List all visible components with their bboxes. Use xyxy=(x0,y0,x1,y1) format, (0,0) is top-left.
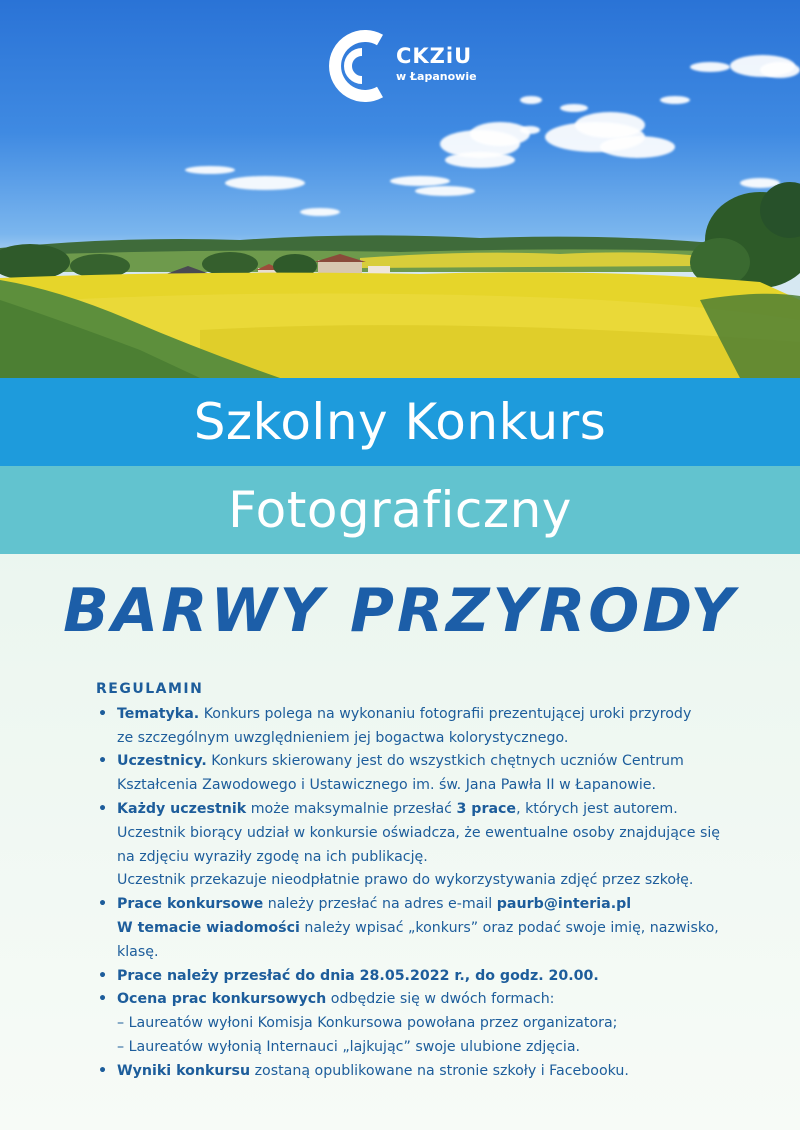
rule-item xyxy=(96,988,756,1059)
rule-bold: Tematyka. xyxy=(117,705,200,722)
rule-bold: Wyniki konkursu xyxy=(117,1062,251,1079)
rule-bold: W temacie wiadomości xyxy=(117,919,300,936)
hero-photo xyxy=(0,0,800,378)
rule-text: – Laureatów wyłoni Komisja Konkursowa powołana przez organizatora; xyxy=(117,1015,618,1032)
bullet-icon: • xyxy=(98,705,108,722)
rule-text: na zdjęciu wyraziły zgodę na ich publikację. xyxy=(117,848,428,865)
rule-item xyxy=(96,965,756,989)
rule-text: , których jest autorem. xyxy=(516,800,678,817)
bullet-icon: • xyxy=(98,896,108,913)
rule-text: Uczestnik biorący udział w konkursie oświadcza, że ewentualne osoby znajdujące się xyxy=(117,824,721,841)
rule-text: należy przesłać na adres e-mail xyxy=(263,896,497,913)
rule-item xyxy=(96,893,756,964)
contest-title: BARWY PRZYRODY xyxy=(63,576,737,646)
banner-band-top xyxy=(0,378,800,466)
rules-heading: REGULAMIN xyxy=(96,681,204,697)
rule-text: może maksymalnie przesłać xyxy=(246,800,457,817)
rule-text: odbędzie się w dwóch formach: xyxy=(326,991,555,1008)
bullet-icon: • xyxy=(98,1062,108,1079)
rule-item xyxy=(96,750,756,798)
rule-bold: Każdy uczestnik xyxy=(117,800,247,817)
rule-text: Kształcenia Zawodowego i Ustawicznego im. św. Jana Pawła II w Łapanowie. xyxy=(117,777,657,794)
rule-text: – Laureatów wyłonią Internauci „lajkując” swoje ulubione zdjęcia. xyxy=(117,1038,581,1055)
rule-bold: Ocena prac konkursowych xyxy=(117,991,327,1008)
tree xyxy=(202,252,258,276)
banner-line-2: Fotograficzny xyxy=(228,481,572,539)
bullet-icon: • xyxy=(98,800,108,817)
rule-text: ze szczególnym uwzględnieniem jej bogactwa kolorystycznego. xyxy=(117,729,569,746)
rule-text: klasę. xyxy=(117,943,159,960)
rule-item xyxy=(96,798,756,893)
rule-bold: Prace konkursowe xyxy=(117,896,264,913)
bullet-icon: • xyxy=(98,967,108,984)
logo-name: CKZiU xyxy=(396,44,473,68)
rule-text: Konkurs polega na wykonaniu fotografii prezentującej uroki przyrody xyxy=(199,705,692,722)
banner-band-bottom xyxy=(0,466,800,554)
bullet-icon: • xyxy=(98,991,108,1008)
rule-text: Uczestnik przekazuje nieodpłatnie prawo do wykorzystywania zdjęć przez szkołę. xyxy=(117,872,694,889)
contact-email: paurb@interia.pl xyxy=(496,896,632,913)
logo-c-icon xyxy=(328,28,392,104)
rule-text: zostaną opublikowane na stronie szkoły i Facebooku. xyxy=(250,1062,629,1079)
rule-bold: Uczestnicy. xyxy=(117,753,207,770)
rule-text: należy wpisać „konkurs” oraz podać swoje imię, nazwisko, xyxy=(299,919,719,936)
rule-text: Konkurs skierowany jest do wszystkich chętnych uczniów Centrum xyxy=(206,753,684,770)
rule-item xyxy=(96,703,756,751)
deadline-text: Prace należy przesłać do dnia 28.05.2022 r., do godz. 20.00. xyxy=(117,967,599,984)
rule-item xyxy=(96,1060,756,1084)
rules-section xyxy=(96,678,756,1084)
rule-bold: 3 prace xyxy=(456,800,517,817)
school-logo xyxy=(328,28,488,108)
logo-subtitle: w Łapanowie xyxy=(396,70,477,83)
banner-line-1: Szkolny Konkurs xyxy=(193,393,607,451)
bullet-icon: • xyxy=(98,753,108,770)
house xyxy=(318,260,362,274)
house xyxy=(368,266,390,274)
